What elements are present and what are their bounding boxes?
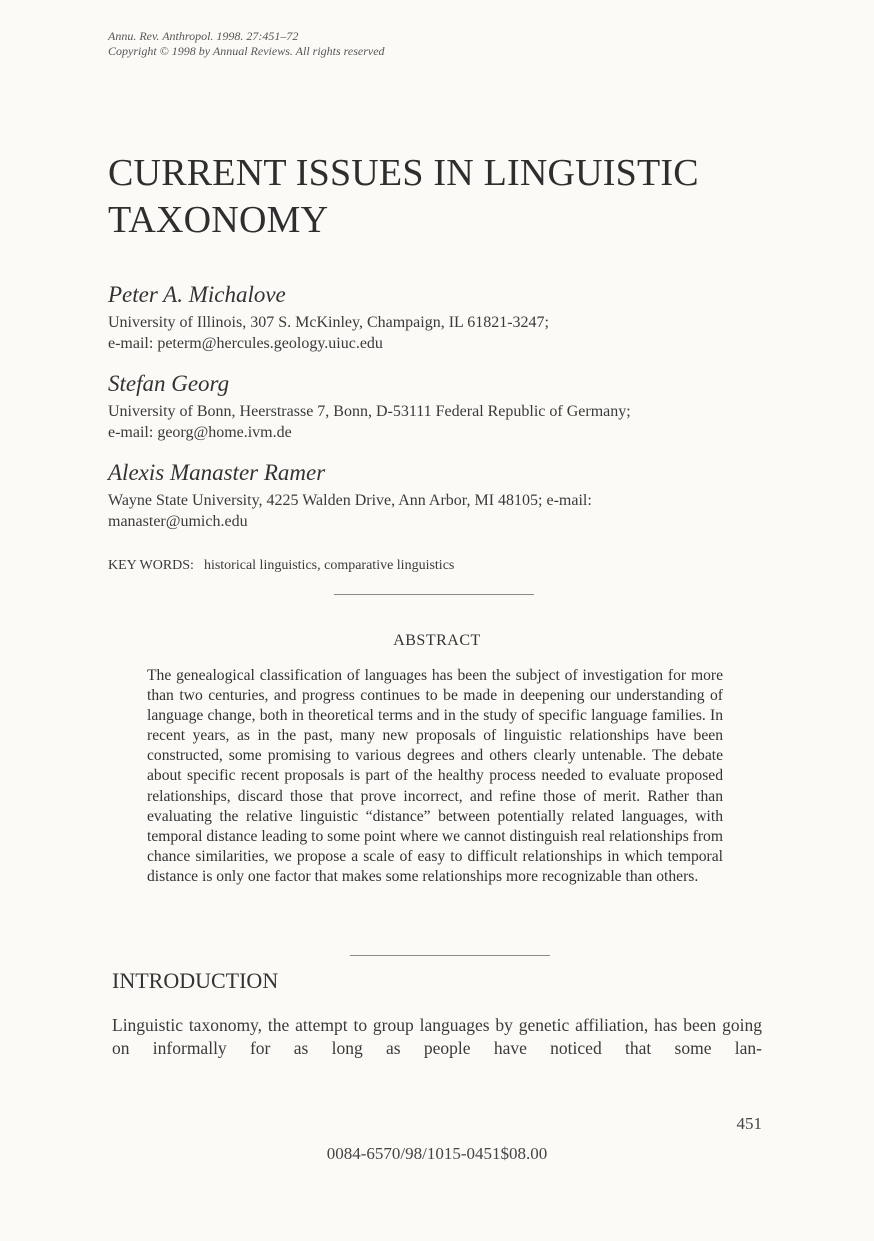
divider-rule xyxy=(334,594,534,595)
author-email-line: manaster@umich.edu xyxy=(108,513,248,530)
author-name: Alexis Manaster Ramer xyxy=(108,460,326,485)
author-affiliation-line: University of Illinois, 307 S. McKinley, Champaign, IL 61821-3247; xyxy=(108,314,549,331)
article-title-line-1: CURRENT ISSUES IN LINGUISTIC xyxy=(108,152,699,194)
keywords xyxy=(108,557,454,575)
author-email-line: e-mail: peterm@hercules.geology.uiuc.edu xyxy=(108,335,383,352)
author-affiliation-line: Wayne State University, 4225 Walden Drive, Ann Arbor, MI 48105; e-mail: xyxy=(108,492,592,509)
article-title-line-2: TAXONOMY xyxy=(108,199,329,241)
introduction-text: Linguistic taxonomy, the attempt to group languages by genetic affiliation, has been going on informally for as long as people have noticed that some lan- xyxy=(112,1015,762,1058)
author-name: Peter A. Michalove xyxy=(108,282,286,307)
author-block-1 xyxy=(108,281,788,354)
author-affiliation xyxy=(108,490,788,532)
author-affiliation-line: University of Bonn, Heerstrasse 7, Bonn, D-53111 Federal Republic of Germany; xyxy=(108,403,631,420)
section-heading-introduction: INTRODUCTION xyxy=(112,968,279,993)
divider-rule xyxy=(350,955,550,956)
journal-citation: Annu. Rev. Anthropol. 1998. 27:451–72 xyxy=(108,29,299,43)
page-number: 451 xyxy=(736,1114,762,1133)
keywords-label: KEY WORDS: xyxy=(108,558,194,573)
author-email-line: e-mail: georg@home.ivm.de xyxy=(108,424,292,441)
author-name: Stefan Georg xyxy=(108,371,230,396)
author-block-3 xyxy=(108,459,788,532)
author-block-2 xyxy=(108,370,788,443)
abstract-text: The genealogical classification of languages has been the subject of investigation for more than two centuries, and progress continues to be made in deepening our understanding of language change, both in theoretical terms and in the study of specific language families. In recent years, as in the past, many new proposals of linguistic relationships have been constructed, some promising to various degrees and others clearly untenable. The debate about specific recent proposals is part of the healthy process needed to evaluate proposed relationships, discard those that prove incorrect, and refine those of merit. Rather than evaluating the relative linguistic “distance” between potentially related languages, with temporal distance leading to some point where we cannot distinguish real relationships from chance similarities, we propose a scale of easy to difficult relationships in which temporal distance is only one factor that makes some relationships more recognizable than others. xyxy=(147,667,723,885)
article-title xyxy=(108,150,788,244)
article-code: 0084-6570/98/1015-0451$08.00 xyxy=(326,1144,548,1163)
author-affiliation xyxy=(108,401,788,443)
keywords-value: historical linguistics, comparative linguistics xyxy=(203,558,455,573)
author-affiliation xyxy=(108,312,788,354)
abstract-heading: ABSTRACT xyxy=(393,632,481,649)
journal-header xyxy=(108,29,385,59)
copyright-notice: Copyright © 1998 by Annual Reviews. All rights reserved xyxy=(108,44,385,58)
